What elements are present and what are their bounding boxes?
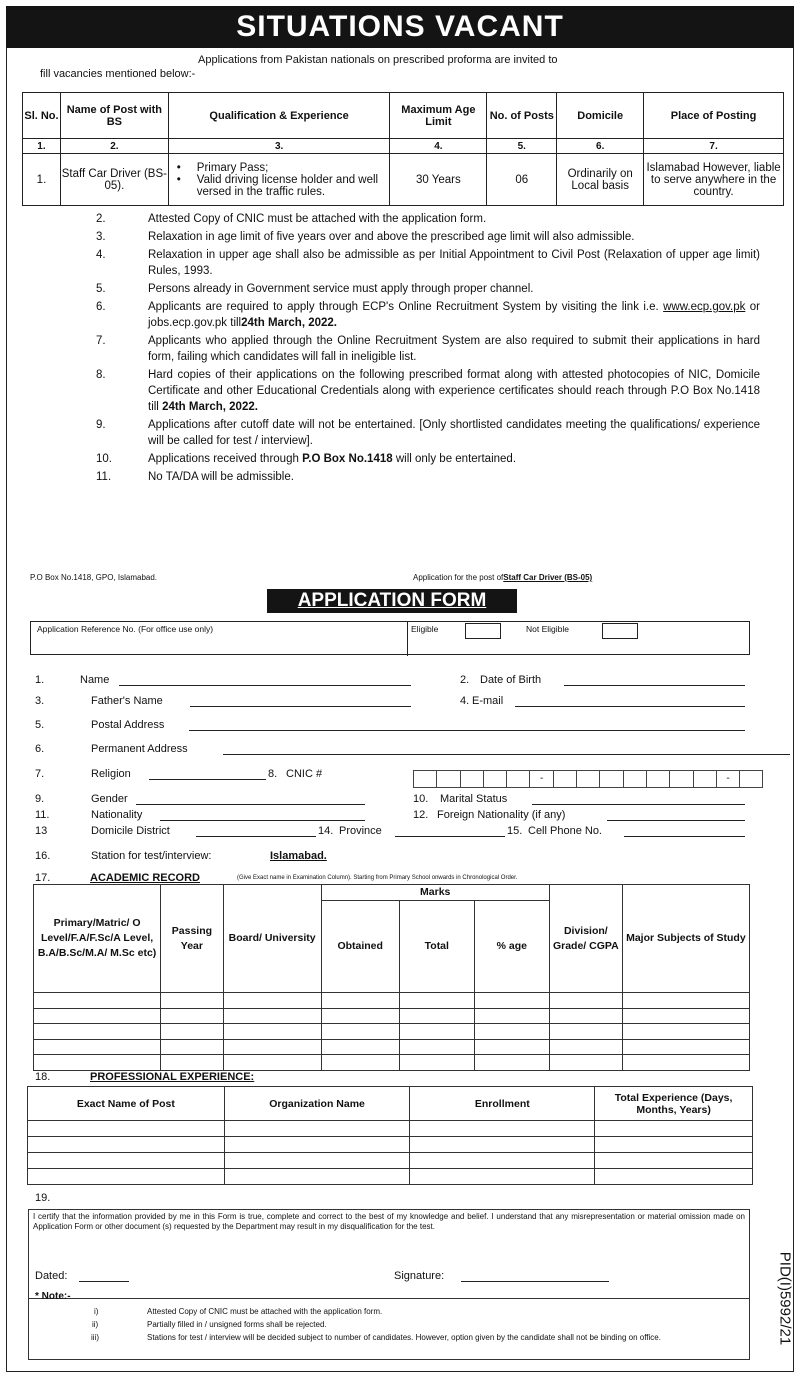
- permanent-address-label: Permanent Address: [91, 743, 188, 755]
- clause: [90, 451, 760, 467]
- clause: [90, 367, 760, 415]
- cell[interactable]: [224, 1121, 410, 1137]
- cell[interactable]: [161, 993, 224, 1009]
- note-number: iii): [91, 1333, 99, 1342]
- cell[interactable]: [161, 1055, 224, 1071]
- cell[interactable]: [28, 1137, 225, 1153]
- cell[interactable]: [161, 1008, 224, 1024]
- th-post-name: Exact Name of Post: [28, 1087, 225, 1121]
- nationality-input[interactable]: [160, 820, 365, 821]
- not-eligible-checkbox[interactable]: [602, 623, 638, 639]
- cell-post: Staff Car Driver (BS-05).: [60, 154, 168, 206]
- cell[interactable]: [161, 1024, 224, 1040]
- th-total: Total: [399, 901, 474, 993]
- clause-text: Attested Copy of CNIC must be attached with the application form.: [148, 213, 487, 225]
- cell[interactable]: [224, 1153, 410, 1169]
- professional-experience-label: PROFESSIONAL EXPERIENCE:: [90, 1071, 255, 1083]
- declaration-box: [28, 1209, 750, 1299]
- cell[interactable]: [399, 1039, 474, 1055]
- cell[interactable]: [595, 1121, 753, 1137]
- cell[interactable]: [549, 1039, 622, 1055]
- field-number: 1.: [35, 674, 45, 686]
- field-number: 17.: [35, 872, 51, 884]
- cell[interactable]: [321, 1024, 399, 1040]
- cell[interactable]: [161, 1039, 224, 1055]
- dated-label: Dated:: [35, 1270, 68, 1282]
- cell[interactable]: [474, 1024, 549, 1040]
- field-number: 16.: [35, 850, 51, 862]
- clause: [90, 417, 760, 449]
- cell[interactable]: [399, 1024, 474, 1040]
- cnic-digit[interactable]: [413, 770, 437, 788]
- th-marks: Marks: [321, 885, 549, 901]
- ref-label: Application Reference No. (For office use only): [37, 624, 214, 634]
- cell[interactable]: [223, 1055, 321, 1071]
- clause: [90, 247, 760, 279]
- th-major: Major Subjects of Study: [622, 885, 749, 993]
- station-value: Islamabad.: [270, 850, 327, 862]
- cell[interactable]: [549, 1055, 622, 1071]
- field-number: 11.: [35, 809, 50, 821]
- field-number: 18.: [35, 1071, 51, 1083]
- dob-label: Date of Birth: [480, 674, 542, 686]
- cnic-digit[interactable]: [646, 770, 670, 788]
- clause-6-text-2: or jobs.ecp.gov.pk till: [148, 301, 761, 329]
- cell-qual: [168, 154, 390, 206]
- cell[interactable]: [549, 993, 622, 1009]
- th-total-experience: Total Experience (Days, Months, Years): [595, 1087, 753, 1121]
- clause-text: Applicants who applied through the Online Recruitment System are also required to submit their applications in hard form, failing which candidates will fall in ineligible list.: [148, 335, 760, 363]
- eligible-label: Eligible: [411, 624, 439, 634]
- station-label: Station for test/interview:: [91, 850, 212, 862]
- cell-posting: Islamabad However, liable to serve anywhere in the country.: [644, 154, 784, 206]
- notes-box: [28, 1290, 750, 1360]
- intro: [40, 53, 780, 81]
- eligible-checkbox[interactable]: [465, 623, 501, 639]
- th-exam: Primary/Matric/ O Level/F.A/F.Sc/A Level, B.A/B.Sc/M.A/ M.Sc etc): [34, 885, 161, 993]
- clause-number: 5.: [96, 283, 106, 295]
- dated-input[interactable]: [79, 1281, 129, 1282]
- field-number: 4.: [460, 695, 470, 707]
- cell[interactable]: [28, 1169, 225, 1185]
- qual-item: • Primary Pass;: [177, 162, 390, 174]
- cell-domicile: Ordinarily on Local basis: [557, 154, 644, 206]
- dob-input[interactable]: [564, 685, 745, 686]
- cell[interactable]: [224, 1169, 410, 1185]
- field-number: 7.: [35, 768, 45, 780]
- cell[interactable]: [321, 1008, 399, 1024]
- cell-phone-input[interactable]: [624, 836, 745, 837]
- table-row: [23, 154, 784, 206]
- note-text: Attested Copy of CNIC must be attached with the application form.: [147, 1307, 383, 1316]
- marital-status-input[interactable]: [532, 804, 745, 805]
- table-row: [34, 1024, 750, 1040]
- field-number: 14.: [318, 825, 334, 837]
- academic-note: (Give Exact name in Examination Column). Starting from Primary School onwards in Chronological Order.: [237, 875, 518, 881]
- clause-6-text: Applicants are required to apply through ECP's Online Recruitment System by visiting the link i.e.: [148, 301, 664, 313]
- foreign-nationality-label: Foreign Nationality (if any): [437, 809, 566, 821]
- cell[interactable]: [34, 993, 161, 1009]
- application-form-title: APPLICATION FORM: [267, 589, 517, 613]
- th-division: Division/ Grade/ CGPA: [549, 885, 622, 993]
- religion-label: Religion: [91, 768, 131, 780]
- col-num: 4.: [390, 139, 487, 154]
- cnic-digit[interactable]: [739, 770, 763, 788]
- cell[interactable]: [474, 993, 549, 1009]
- clause-number: 7.: [96, 335, 106, 347]
- clause-8-text: Hard copies of their applications on the following prescribed format along with attested photocopies of NIC, Domicile Certificate and other Educational Credentials along with experience certificates should reach through P.O Box No.1418 till: [148, 369, 760, 413]
- table-row: [28, 1169, 753, 1185]
- permanent-address-input[interactable]: [223, 754, 790, 755]
- col-num: 3.: [168, 139, 390, 154]
- field-number: 8.: [268, 768, 278, 780]
- cell[interactable]: [223, 1008, 321, 1024]
- field-number: 12.: [413, 809, 429, 821]
- cnic-digit[interactable]: [506, 770, 530, 788]
- signature-label: Signature:: [394, 1270, 445, 1282]
- email-label: E-mail: [472, 695, 504, 707]
- cell[interactable]: [410, 1153, 595, 1169]
- cnic-digit[interactable]: [553, 770, 577, 788]
- clause-number: 9.: [96, 419, 106, 431]
- table-row: [28, 1153, 753, 1169]
- cell-age: 30 Years: [390, 154, 487, 206]
- domicile-district-label: Domicile District: [91, 825, 170, 837]
- cell[interactable]: [410, 1121, 595, 1137]
- cell-phone-label: Cell Phone No.: [528, 825, 602, 837]
- cell-sl: 1.: [23, 154, 61, 206]
- post-of-label: Application for the post of: [413, 573, 504, 582]
- cell[interactable]: [622, 1055, 749, 1071]
- cnic-label: CNIC #: [286, 768, 323, 780]
- gender-label: Gender: [91, 793, 128, 805]
- ecp-link[interactable]: www.ecp.gov.pk: [663, 301, 746, 313]
- cell[interactable]: [474, 1039, 549, 1055]
- page-title: SITUATIONS VACANT: [6, 6, 794, 48]
- th-post: Name of Post with BS: [60, 93, 168, 139]
- th-obtained: Obtained: [321, 901, 399, 993]
- table-row: [34, 1008, 750, 1024]
- cnic-digit[interactable]: [599, 770, 623, 788]
- col-num: 1.: [23, 139, 61, 154]
- cell[interactable]: [34, 1055, 161, 1071]
- cell[interactable]: [34, 1024, 161, 1040]
- field-number: 15.: [507, 825, 523, 837]
- postal-address-label: Postal Address: [91, 719, 165, 731]
- cell[interactable]: [28, 1121, 225, 1137]
- cell[interactable]: [622, 1039, 749, 1055]
- name-input[interactable]: [119, 685, 411, 686]
- table-row: [34, 1039, 750, 1055]
- cell[interactable]: [549, 1024, 622, 1040]
- cell[interactable]: [321, 1055, 399, 1071]
- field-number: 13: [35, 825, 48, 837]
- clause-number: 6.: [96, 301, 106, 313]
- field-number: 2.: [460, 674, 470, 686]
- intro-line-2: fill vacancies mentioned below:-: [40, 68, 196, 80]
- th-qual: Qualification & Experience: [168, 93, 390, 139]
- province-label: Province: [339, 825, 382, 837]
- note-text: Partially filled in / unsigned forms shall be rejected.: [147, 1320, 327, 1329]
- religion-input[interactable]: [149, 779, 266, 780]
- cnic-digit[interactable]: [483, 770, 507, 788]
- clause-text: [148, 451, 760, 467]
- clause: [90, 299, 760, 331]
- cell[interactable]: [549, 1008, 622, 1024]
- pid-stamp: [770, 1245, 794, 1355]
- conditions-list: [90, 211, 760, 487]
- col-num: 7.: [644, 139, 784, 154]
- cell[interactable]: [622, 993, 749, 1009]
- cell[interactable]: [595, 1169, 753, 1185]
- note-text: Stations for test / interview will be decided subject to number of candidates. However, option given by the candidate shall not be binding on office.: [147, 1333, 661, 1342]
- professional-table: [27, 1086, 753, 1185]
- table-row: [34, 1055, 750, 1071]
- clause: [90, 229, 760, 245]
- domicile-district-input[interactable]: [196, 836, 316, 837]
- cell[interactable]: [399, 1055, 474, 1071]
- clause-number: 11.: [96, 471, 112, 483]
- col-num: 6.: [557, 139, 644, 154]
- clause: [90, 469, 760, 485]
- th-posting: Place of Posting: [644, 93, 784, 139]
- divider: [407, 622, 408, 656]
- gender-input[interactable]: [136, 804, 365, 805]
- cell[interactable]: [223, 1039, 321, 1055]
- field-number: 6.: [35, 743, 45, 755]
- foreign-nationality-input[interactable]: [607, 820, 745, 821]
- cnic-digit[interactable]: [693, 770, 717, 788]
- postal-address: P.O Box No.1418, GPO, Islamabad.: [30, 573, 158, 582]
- intro-line-1: Applications from Pakistan nationals on prescribed proforma are invited to: [198, 54, 558, 66]
- clause-text: Applications after cutoff date will not be entertained. [Only shortlisted candidates meeting the qualifications/ experience will be called for test / interview].: [148, 419, 760, 447]
- pid-text: PID(I)5992/21: [776, 1251, 794, 1346]
- po-box: P.O Box No.1418: [302, 453, 393, 465]
- declaration-text: I certify that the information provided by me in this Form is true, complete and correct to the best of my knowledge and belief. I understand that any misrepresentation or material omission made on Application Form or other document (s) requested by the Department may result in my disqualification for the test.: [33, 1212, 745, 1231]
- name-label: Name: [80, 674, 110, 686]
- postal-address-input[interactable]: [189, 730, 745, 731]
- note-number: ii): [92, 1320, 99, 1329]
- marital-status-label: Marital Status: [440, 793, 508, 805]
- cell[interactable]: [410, 1137, 595, 1153]
- clause-number: 8.: [96, 369, 106, 381]
- note-number: i): [94, 1307, 99, 1316]
- th-pct: % age: [474, 901, 549, 993]
- post-of: [413, 573, 592, 582]
- cell[interactable]: [224, 1137, 410, 1153]
- cell[interactable]: [34, 1008, 161, 1024]
- cnic-digit[interactable]: [576, 770, 600, 788]
- clause-text: Persons already in Government service must apply through proper channel.: [148, 283, 534, 295]
- field-number: 3.: [35, 695, 45, 707]
- cell[interactable]: [399, 993, 474, 1009]
- clause: [90, 211, 760, 227]
- clause-10-text: Applications received through: [148, 453, 303, 465]
- cell[interactable]: [321, 1039, 399, 1055]
- clause-number: 2.: [96, 213, 106, 225]
- clause-text: No TA/DA will be admissible.: [148, 471, 294, 483]
- cell[interactable]: [474, 1055, 549, 1071]
- cell[interactable]: [34, 1039, 161, 1055]
- table-row: [34, 993, 750, 1009]
- col-num: 2.: [60, 139, 168, 154]
- field-number: 19.: [35, 1192, 51, 1204]
- cnic-digit[interactable]: [436, 770, 460, 788]
- qual-item: • Valid driving license holder and well versed in the traffic rules.: [177, 174, 390, 198]
- th-enrollment: Enrollment: [410, 1087, 595, 1121]
- th-posts: No. of Posts: [487, 93, 557, 139]
- cnic-digit[interactable]: [669, 770, 693, 788]
- cell[interactable]: [622, 1024, 749, 1040]
- field-number: 9.: [35, 793, 45, 805]
- cell[interactable]: [223, 1024, 321, 1040]
- field-number: 10.: [413, 793, 429, 805]
- table-row: [28, 1121, 753, 1137]
- cell[interactable]: [622, 1008, 749, 1024]
- clause-text: Relaxation in age limit of five years over and above the prescribed age limit will also admissible.: [148, 231, 635, 243]
- clause-10-text-2: will only be entertained.: [392, 453, 517, 465]
- not-eligible-label: Not Eligible: [526, 624, 569, 634]
- nationality-label: Nationality: [91, 809, 143, 821]
- clause-text: Relaxation in upper age shall also be admissible as per Initial Appointment to Civil Post (Relaxation of upper age limit) Rules, 1993.: [148, 249, 760, 277]
- cell[interactable]: [399, 1008, 474, 1024]
- cnic-boxes[interactable]: [413, 770, 762, 788]
- clause-number: 4.: [96, 249, 106, 261]
- cell[interactable]: [321, 993, 399, 1009]
- cnic-dash: -: [529, 770, 553, 788]
- cell[interactable]: [595, 1137, 753, 1153]
- cnic-digit[interactable]: [460, 770, 484, 788]
- clause-text: [148, 367, 760, 415]
- father-name-input[interactable]: [190, 706, 411, 707]
- post-of-value: Staff Car Driver (BS-05): [503, 573, 593, 582]
- cnic-digit[interactable]: [623, 770, 647, 788]
- table-row: [28, 1137, 753, 1153]
- clause: [90, 333, 760, 365]
- province-input[interactable]: [395, 836, 505, 837]
- academic-table: [33, 884, 750, 1071]
- cell[interactable]: [28, 1153, 225, 1169]
- cell[interactable]: [474, 1008, 549, 1024]
- cell[interactable]: [223, 993, 321, 1009]
- cell[interactable]: [595, 1153, 753, 1169]
- signature-input[interactable]: [461, 1281, 609, 1282]
- field-number: 5.: [35, 719, 45, 731]
- th-board: Board/ University: [223, 885, 321, 993]
- vacancy-table: [22, 92, 784, 206]
- clause-number: 3.: [96, 231, 106, 243]
- clause-number: 10.: [96, 453, 112, 465]
- cell[interactable]: [410, 1169, 595, 1185]
- father-name-label: Father's Name: [91, 695, 163, 707]
- email-input[interactable]: [515, 706, 745, 707]
- cnic-dash: -: [716, 770, 740, 788]
- deadline-date: 24th March, 2022.: [241, 317, 338, 329]
- academic-record-label: ACADEMIC RECORD: [90, 872, 200, 884]
- clause: [90, 281, 760, 297]
- th-organization: Organization Name: [224, 1087, 410, 1121]
- th-age: Maximum Age Limit: [390, 93, 487, 139]
- notes-header: * Note:-: [35, 1291, 71, 1302]
- clause-text: [148, 299, 760, 331]
- th-sl: Sl. No.: [23, 93, 61, 139]
- col-num: 5.: [487, 139, 557, 154]
- th-passing-year: Passing Year: [161, 885, 224, 993]
- cell-posts: 06: [487, 154, 557, 206]
- th-domicile: Domicile: [557, 93, 644, 139]
- office-use-box: [30, 621, 750, 655]
- deadline-date: 24th March, 2022.: [162, 401, 258, 413]
